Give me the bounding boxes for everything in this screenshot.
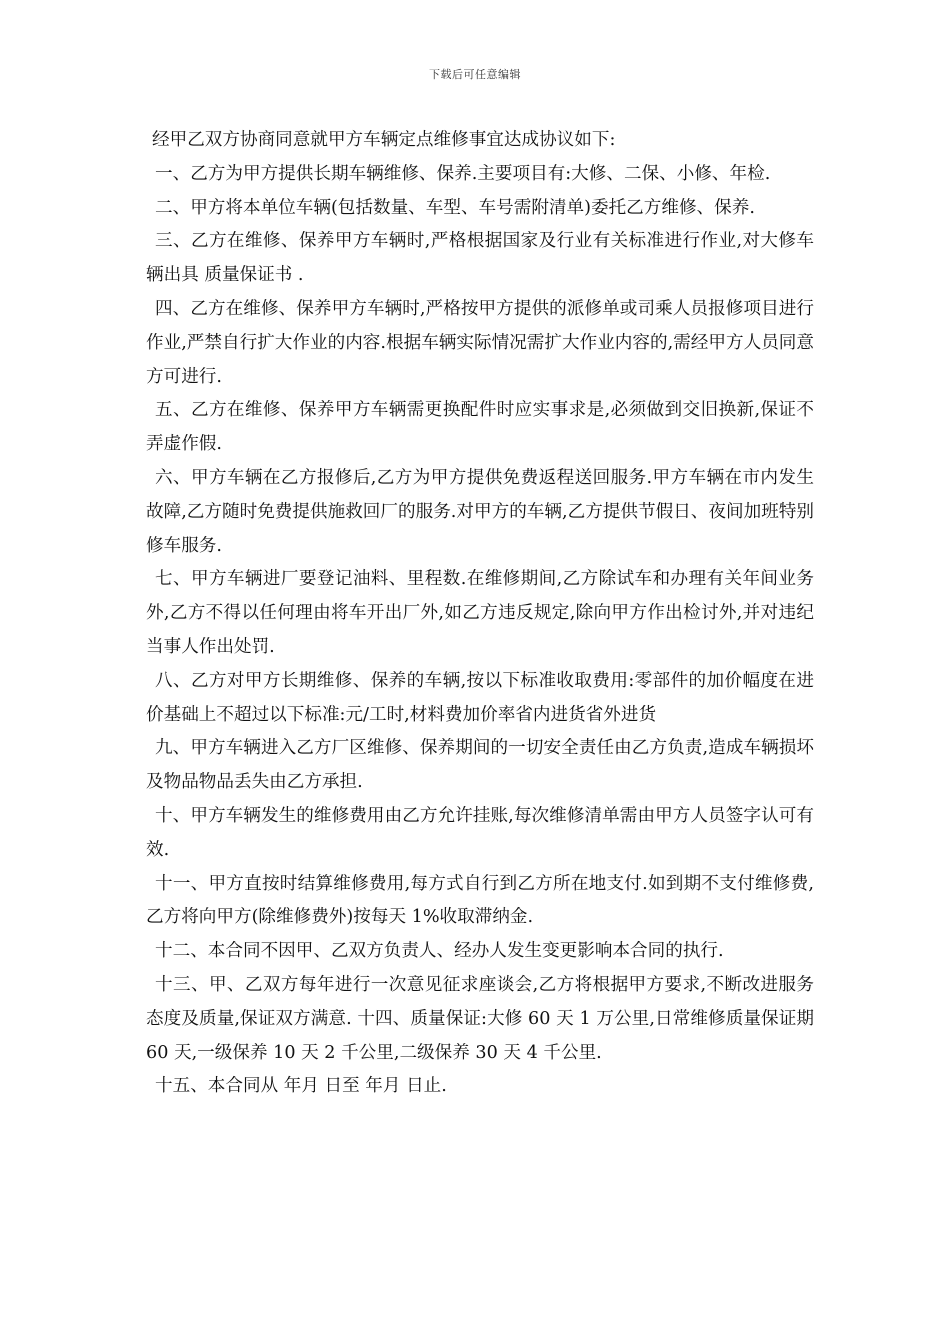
paragraph-clause-12: 十二、本合同不因甲、乙双方负责人、经办人发生变更影响本合同的执行. bbox=[155, 941, 724, 962]
paragraph-clause-9: 九、甲方车辆进入乙方厂区维修、保养期间的一切安全责任由乙方负责,造成车辆损坏及物品物品丢失由乙方承担. bbox=[146, 738, 814, 793]
paragraph-clause-13-14: 十三、甲、乙双方每年进行一次意见征求座谈会,乙方将根据甲方要求,不断改进服务态度及质量,保证双方满意. 十四、质量保证:大修 60 天 1 万公里,日常维修质量保证期 60 天,一级保养 10 天 2 千公里,二级保养 30 天 4 千公里. bbox=[146, 974, 814, 1063]
paragraph-clause-15: 十五、本合同从 年月 日至 年月 日止. bbox=[155, 1076, 447, 1097]
paragraph-clause-2: 二、甲方将本单位车辆(包括数量、车型、车号需附清单)委托乙方维修、保养. bbox=[155, 197, 755, 218]
paragraph-clause-4: 四、乙方在维修、保养甲方车辆时,严格按甲方提供的派修单或司乘人员报修项目进行作业,严禁自行扩大作业的内容.根据车辆实际情况需扩大作业内容的,需经甲方人员同意方可进行. bbox=[146, 298, 814, 387]
document-body bbox=[146, 124, 814, 1104]
paragraph-clause-8: 八、乙方对甲方长期维修、保养的车辆,按以下标准收取费用:零部件的加价幅度在进价基础上不超过以下标准:元/工时,材料费加价率省内进货省外进货 bbox=[146, 670, 814, 725]
header-note: 下载后可任意编辑 bbox=[429, 68, 521, 81]
paragraph-intro: 经甲乙双方协商同意就甲方车辆定点维修事宜达成协议如下: bbox=[152, 130, 616, 150]
paragraph-clause-11: 十一、甲方直按时结算维修费用,每方式自行到乙方所在地支付.如到期不支付维修费,乙方将向甲方(除维修费外)按每天 1%收取滞纳金. bbox=[146, 873, 814, 928]
paragraph-clause-7: 七、甲方车辆进厂要登记油料、里程数.在维修期间,乙方除试车和办理有关年间业务外,乙方不得以任何理由将车开出厂外,如乙方违反规定,除向甲方作出检讨外,并对违纪当事人作出处罚. bbox=[146, 569, 814, 657]
paragraph-clause-3: 三、乙方在维修、保养甲方车辆时,严格根据国家及行业有关标准进行作业,对大修车辆出具 质量保证书 . bbox=[146, 231, 814, 286]
paragraph-clause-5: 五、乙方在维修、保养甲方车辆需更换配件时应实事求是,必须做到交旧换新,保证不弄虚作假. bbox=[146, 400, 814, 455]
paragraph-clause-1: 一、乙方为甲方提供长期车辆维修、保养.主要项目有:大修、二保、小修、年检. bbox=[155, 163, 771, 184]
paragraph-clause-10: 十、甲方车辆发生的维修费用由乙方允许挂账,每次维修清单需由甲方人员签字认可有效. bbox=[146, 805, 814, 860]
paragraph-clause-6: 六、甲方车辆在乙方报修后,乙方为甲方提供免费返程送回服务.甲方车辆在市内发生故障,乙方随时免费提供施救回厂的服务.对甲方的车辆,乙方提供节假日、夜间加班特别修车服务. bbox=[146, 467, 814, 556]
